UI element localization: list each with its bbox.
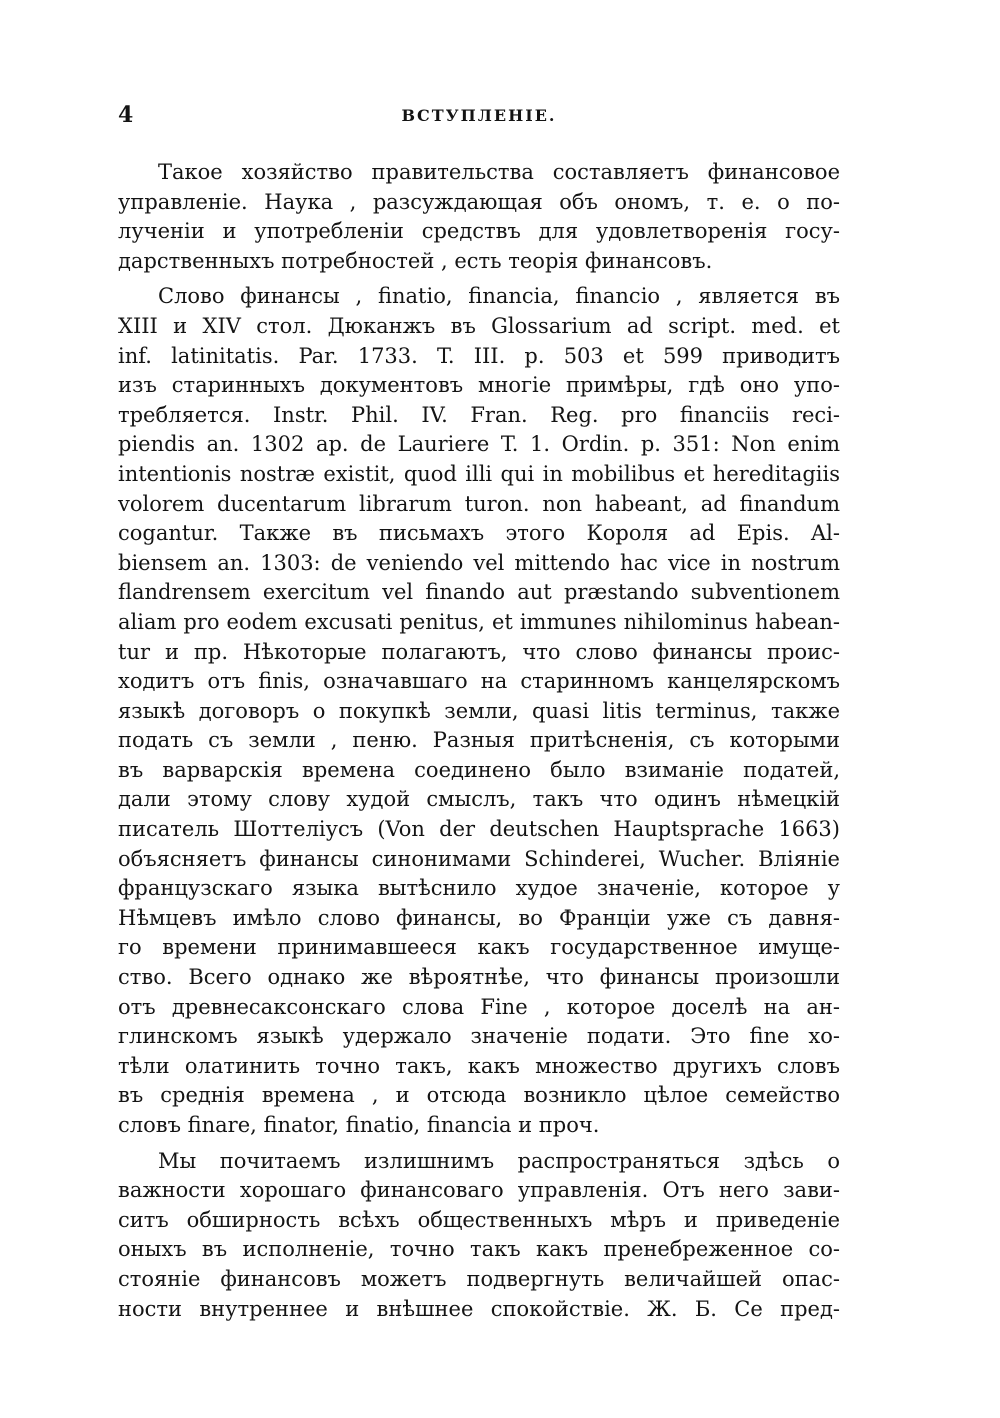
text-line: intentionis nostræ existit, quod illi qui in mobilibus et hereditagiis bbox=[118, 461, 840, 486]
text-line: стояніе финансовъ можетъ подвергнуть величайшей опас- bbox=[118, 1266, 840, 1291]
text-line: piendis an. 1302 ap. de Lauriere T. 1. Ordin. p. 351: Non enim bbox=[118, 432, 840, 457]
text-line: tur и пр. Нѣкоторые полагаютъ, что слово финансы проис- bbox=[118, 639, 840, 664]
text-line: французскаго языка вытѣснило худое значеніе, которое у bbox=[118, 876, 840, 901]
text-line: важности хорошаго финансоваго управленія. Отъ него зави- bbox=[118, 1178, 840, 1203]
text-line: Слово финансы , finatio, financia, financio , является въ bbox=[158, 284, 840, 309]
text-line: го времени принимавшееся какъ государственное имуще- bbox=[118, 935, 840, 960]
text-line: требляется. Instr. Phil. IV. Fran. Reg. pro financiis reci- bbox=[118, 402, 840, 427]
text-line: лученіи и употребленіи средствъ для удовлетворенія госу- bbox=[118, 219, 840, 244]
text-line: ности внутреннее и внѣшнее спокойствіе. Ж. Б. Се пред- bbox=[118, 1296, 840, 1321]
text-line: Такое хозяйство правительства составляетъ финансовое bbox=[158, 160, 840, 184]
paragraph bbox=[118, 282, 840, 1140]
text-line: подать съ земли , пеню. Разныя притѣсненія, съ которыми bbox=[118, 728, 840, 753]
text-line: volorem ducentarum librarum turon. non habeant, ad finandum bbox=[118, 491, 840, 516]
text-line: управленіе. Наука , разсуждающая объ ономъ, т. е. о по- bbox=[118, 189, 840, 214]
text-line: глинскомъ языкѣ удержало значеніе подати. Это fine хо- bbox=[118, 1024, 840, 1049]
text-line: въ варварскія времена соединено было взиманіе податей, bbox=[118, 757, 840, 782]
text-line: Мы почитаемъ излишнимъ распространяться здѣсь о bbox=[158, 1148, 840, 1173]
paragraph bbox=[118, 1147, 840, 1325]
text-line: inf. latinitatis. Par. 1733. T. III. p. 503 et 599 приводитъ bbox=[118, 343, 840, 368]
text-line: aliam pro eodem excusati penitus, et immunes nihilominus habean- bbox=[118, 609, 840, 634]
text-line: тѣли олатинить точно такъ, какъ множество другихъ словъ bbox=[118, 1053, 840, 1078]
text-line: ходитъ отъ finis, означавшаго на старинномъ канцелярскомъ bbox=[118, 669, 840, 694]
page-header bbox=[118, 102, 840, 132]
paragraph bbox=[118, 158, 840, 276]
text-line: дали этому слову худой смыслъ, такъ что одинъ нѣмецкій bbox=[118, 787, 840, 812]
text-line: ство. Всего однако же вѣроятнѣе, что финансы произошли bbox=[118, 965, 840, 990]
text-line: писатель Шоттеліусъ (Von der deutschen Hauptsprache 1663) bbox=[118, 817, 840, 842]
text-line: словъ finare, finator, finatio, financia и проч. bbox=[118, 1113, 600, 1137]
text-line: Нѣмцевъ имѣло слово финансы, во Франціи уже съ давня- bbox=[118, 905, 840, 930]
text-line: отъ древнесаксонскаго слова Fine , которое доселѣ на ан- bbox=[118, 994, 840, 1019]
text-line: flandrensem exercitum vel finando aut præstando subventionem bbox=[118, 580, 840, 605]
text-line: biensem an. 1303: de veniendo vel mittendo hac vice in nostrum bbox=[118, 550, 840, 575]
text-line: дарственныхъ потребностей , есть теорія финансовъ. bbox=[118, 248, 713, 273]
text-line: объясняетъ финансы синонимами Schinderei, Wucher. Вліяніе bbox=[118, 846, 840, 871]
text-line: XIII и XIV стол. Дюканжъ въ Glossarium ad script. med. et bbox=[118, 313, 840, 338]
running-title: ВСТУПЛЕНІЕ. bbox=[401, 106, 557, 125]
text-line: въ среднія времена , и отсюда возникло цѣлое семейство bbox=[118, 1083, 840, 1108]
text-line: cogantur. Также въ письмахъ этого Короля ad Epis. Al- bbox=[118, 521, 840, 546]
body-text bbox=[118, 158, 840, 1324]
text-line: оныхъ въ исполненіе, точно такъ какъ пренебреженное со- bbox=[118, 1237, 840, 1262]
text-line: изъ старинныхъ документовъ многіе примѣры, гдѣ оно упо- bbox=[118, 373, 840, 398]
text-line: ситъ обширность всѣхъ общественныхъ мѣръ и приведеніе bbox=[118, 1207, 840, 1232]
text-line: языкѣ договоръ о покупкѣ земли, quasi litis terminus, также bbox=[118, 698, 840, 723]
page-number: 4 bbox=[118, 102, 134, 128]
